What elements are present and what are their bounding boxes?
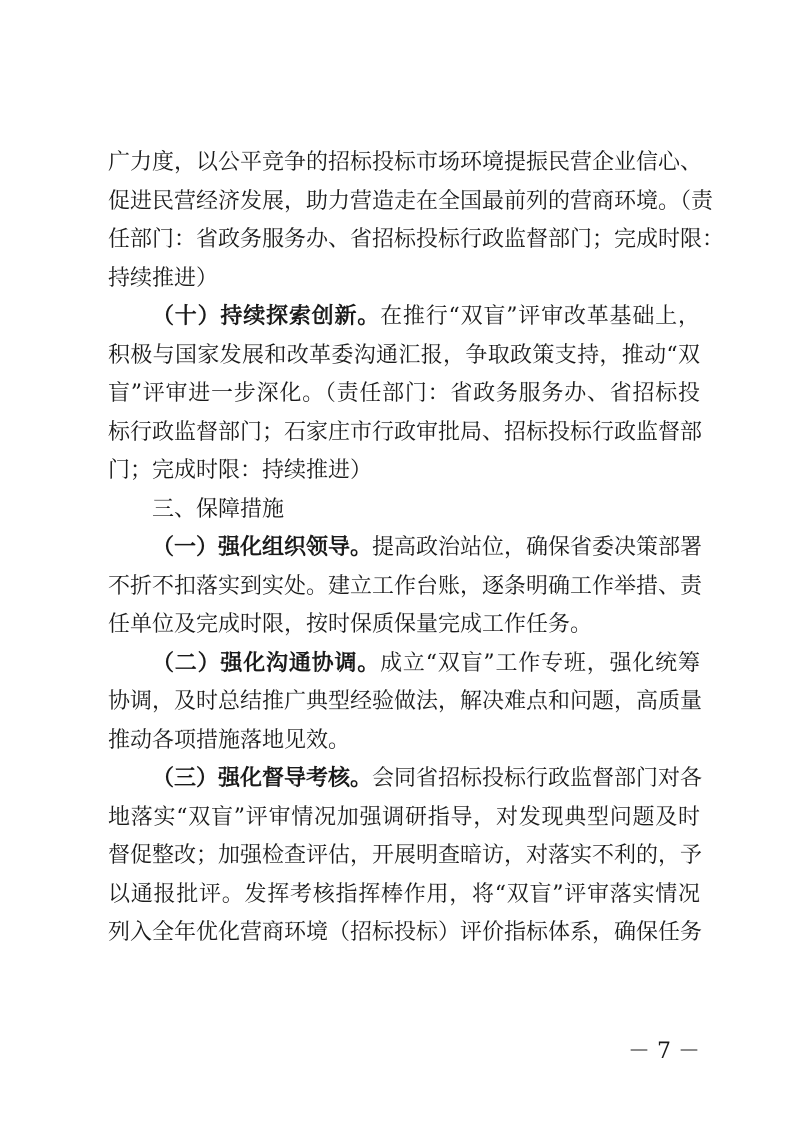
page-number: － 7 － <box>628 1039 700 1064</box>
body-line: 提高政治站位，确保省委决策部署 <box>372 535 703 560</box>
item-heading: （十）持续探索创新。 <box>152 304 381 329</box>
body-line: 列入全年优化营商环境（招标投标）评价指标体系，确保任务 <box>108 920 703 945</box>
item-heading: （一）强化组织领导。 <box>152 535 373 560</box>
body-line: 任部门：省政务服务办、省招标投标行政监督部门；完成时限： <box>108 227 725 252</box>
body-line: 促进民营经济发展，助力营造走在全国最前列的营商环境。（责 <box>108 188 714 214</box>
paragraph-first-line <box>108 298 700 337</box>
body-line: 积极与国家发展和改革委沟通汇报，争取政策支持，推动“双 <box>108 342 700 368</box>
body-line: 不折不扣落实到实处。建立工作台账，逐条明确工作举措、责 <box>108 573 703 599</box>
body-line: 持续推进） <box>108 265 219 291</box>
body-line: 成立“双盲”工作专班，强化统筹 <box>380 650 700 676</box>
body-line: 广力度，以公平竞争的招标投标市场环境提振民营企业信心、 <box>108 150 703 175</box>
body-line: 会同省招标投标行政监督部门对各 <box>372 766 703 791</box>
item-heading: （二）强化沟通协调。 <box>152 650 381 676</box>
body-line: 地落实“双盲”评审情况加强调研指导，对发现典型问题及时 <box>108 804 700 830</box>
item-heading: （三）强化督导考核。 <box>152 766 373 791</box>
body-line: 推动各项措施落地见效。 <box>108 727 351 753</box>
body-line: 以通报批评。发挥考核指挥棒作用，将“双盲”评审落实情况 <box>108 881 700 907</box>
body-text <box>108 144 725 953</box>
section-heading: 三、保障措施 <box>152 496 285 522</box>
paragraph-first-line <box>108 645 700 684</box>
body-line: 标行政监督部门；石家庄市行政审批局、招标投标行政监督部 <box>108 419 703 445</box>
body-line: 门；完成时限：持续推进） <box>108 458 373 483</box>
body-line: 任单位及完成时限，按时保质保量完成工作任务。 <box>108 612 593 637</box>
paragraph-first-line <box>108 529 703 568</box>
body-line: 盲”评审进一步深化。（责任部门：省政务服务办、省招标投 <box>108 381 700 406</box>
body-line: 在推行“双盲”评审改革基础上， <box>380 304 700 329</box>
body-line: 协调，及时总结推广典型经验做法，解决难点和问题，高质量 <box>108 689 703 714</box>
paragraph-first-line <box>108 760 703 799</box>
body-line: 督促整改；加强检查评估，开展明查暗访，对落实不利的，予 <box>108 843 703 868</box>
